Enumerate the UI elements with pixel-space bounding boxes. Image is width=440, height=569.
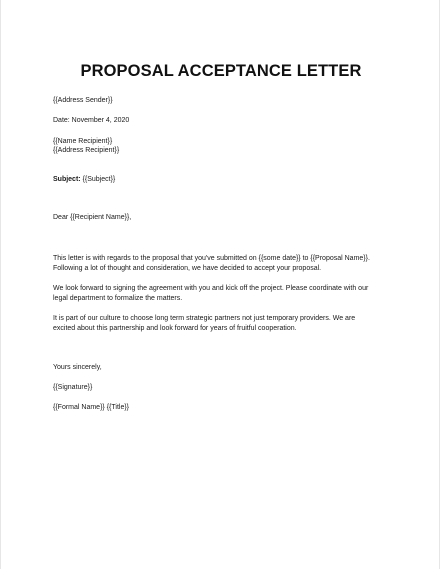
paragraph-1-line-1: This letter is with regards to the proposal that you've submitted on {{some date}} to {{Proposal Name}}.: [53, 255, 370, 262]
subject-value: {{Subject}}: [80, 176, 116, 183]
paragraph-2-line-2: legal department to formalize the matters.: [53, 295, 183, 302]
paragraph-3-line-1: It is part of our culture to choose long term strategic partners not just temporary providers. We are: [53, 315, 356, 322]
closing: Yours sincerely,: [53, 364, 102, 371]
formal-name-title: {{Formal Name}} {{Title}}: [53, 404, 130, 411]
subject-line: [53, 175, 403, 185]
paragraph-2-line-1: We look forward to signing the agreement with you and kick off the project. Please coordinate with our: [53, 285, 369, 292]
name-recipient: {{Name Recipient}}: [53, 138, 113, 145]
paragraph-3-line-2: excited about this partnership and look forward for years of fruitful cooperation.: [53, 325, 297, 332]
salutation: Dear {{Recipient Name}},: [53, 214, 132, 221]
signature-placeholder: {{Signature}}: [53, 384, 93, 391]
subject-label: Subject:: [53, 176, 81, 183]
paragraph-1-line-2: Following a lot of thought and consideration, we have decided to accept your proposal.: [53, 265, 322, 272]
letter-title: PROPOSAL ACCEPTANCE LETTER: [80, 62, 362, 80]
letter-date: Date: November 4, 2020: [53, 117, 130, 124]
address-recipient: {{Address Recipient}}: [53, 147, 120, 154]
address-sender: {{Address Sender}}: [53, 97, 113, 104]
